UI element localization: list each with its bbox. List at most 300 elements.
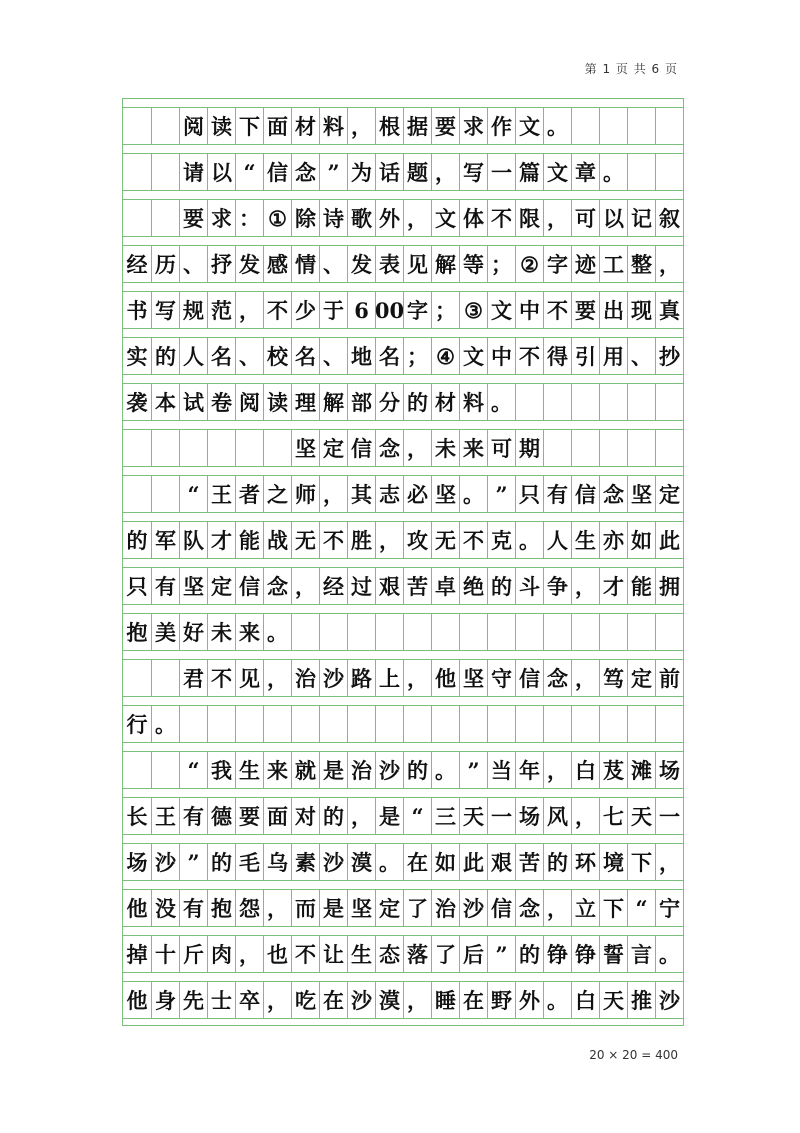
grid-cell: 王 — [207, 476, 235, 512]
grid-cell — [235, 706, 263, 742]
grid-cell: 根 — [375, 108, 403, 144]
grid-cell: ； — [431, 292, 459, 328]
grid-cell: 环 — [571, 844, 599, 880]
grid-cell — [151, 752, 179, 788]
grid-cell: 阅 — [235, 384, 263, 420]
grid-cell: 感 — [263, 246, 291, 282]
grid-cell: 阅 — [179, 108, 207, 144]
grid-cell: 身 — [151, 982, 179, 1018]
grid-cell: ， — [263, 890, 291, 926]
grid-cell: “ — [179, 752, 207, 788]
grid-cell: 天 — [459, 798, 487, 834]
grid-cell: 期 — [515, 430, 543, 466]
grid-cell: 其 — [347, 476, 375, 512]
grid-cell — [123, 476, 151, 512]
grid-cell: 少 — [291, 292, 319, 328]
grid-cell — [123, 154, 151, 190]
grid-cell: “ — [403, 798, 431, 834]
grid-cell: 、 — [319, 338, 347, 374]
grid-cell: “ — [235, 154, 263, 190]
row-spacer — [123, 282, 683, 291]
grid-cell: 不 — [263, 292, 291, 328]
grid-cell — [403, 614, 431, 650]
grid-cell — [263, 706, 291, 742]
grid-cell: 不 — [515, 338, 543, 374]
grid-cell: 前 — [655, 660, 683, 696]
grid-cell — [543, 430, 571, 466]
grid-cell: 三 — [431, 798, 459, 834]
grid-cell: 铮 — [543, 936, 571, 972]
grid-cell — [207, 706, 235, 742]
grid-cell: 分 — [375, 384, 403, 420]
grid-cell: 在 — [459, 982, 487, 1018]
grid-cell: 者 — [235, 476, 263, 512]
grid-cell: “ — [179, 476, 207, 512]
grid-cell: 现 — [627, 292, 655, 328]
grid-cell: 读 — [263, 384, 291, 420]
grid-cell: 沙 — [459, 890, 487, 926]
grid-cell: 。 — [431, 752, 459, 788]
grid-cell: 军 — [151, 522, 179, 558]
grid-cell: 卒 — [235, 982, 263, 1018]
grid-cell: 漠 — [347, 844, 375, 880]
grid-cell: 面 — [263, 798, 291, 834]
grid-cell — [375, 706, 403, 742]
grid-cell: 下 — [627, 844, 655, 880]
grid-cell — [571, 430, 599, 466]
grid-cell: 读 — [207, 108, 235, 144]
grid-cell: 睡 — [431, 982, 459, 1018]
grid-cell: 名 — [291, 338, 319, 374]
grid-cell: 如 — [431, 844, 459, 880]
grid-cell: 让 — [319, 936, 347, 972]
grid-cell — [123, 108, 151, 144]
grid-cell: 解 — [319, 384, 347, 420]
grid-row — [123, 153, 683, 190]
grid-cell: 师 — [291, 476, 319, 512]
grid-cell: 胜 — [347, 522, 375, 558]
grid-cell: 6 — [347, 292, 375, 328]
grid-cell: 得 — [543, 338, 571, 374]
grid-cell: 念 — [375, 430, 403, 466]
grid-cell: 迹 — [571, 246, 599, 282]
grid-cell: 是 — [319, 752, 347, 788]
grid-cell: ， — [403, 660, 431, 696]
grid-cell: 生 — [235, 752, 263, 788]
grid-row — [123, 291, 683, 328]
grid-cell: 。 — [487, 384, 515, 420]
grid-cell: 未 — [207, 614, 235, 650]
grid-cell: 见 — [403, 246, 431, 282]
grid-cell: 滩 — [627, 752, 655, 788]
grid-cell — [571, 706, 599, 742]
grid-cell: 经 — [126, 251, 148, 277]
grid-cell — [403, 706, 431, 742]
grid-row — [123, 199, 683, 236]
grid-cell — [627, 384, 655, 420]
grid-cell: 此 — [655, 522, 683, 558]
row-spacer — [123, 374, 683, 383]
grid-cell: 境 — [599, 844, 627, 880]
grid-cell: 一 — [487, 154, 515, 190]
grid-cell: 拥 — [655, 568, 683, 604]
grid-cell: 整 — [627, 246, 655, 282]
grid-cell: 念 — [599, 476, 627, 512]
grid-cell: 部 — [347, 384, 375, 420]
grid-cell: 攻 — [403, 522, 431, 558]
grid-cell: 书 — [126, 297, 148, 323]
grid-cell: 可 — [487, 430, 515, 466]
grid-cell: 苦 — [515, 844, 543, 880]
grid-cell: 限 — [515, 200, 543, 236]
grid-row — [123, 705, 683, 742]
grid-cell: ① — [263, 200, 291, 236]
grid-cell: 克 — [487, 522, 515, 558]
grid-cell: 无 — [431, 522, 459, 558]
grid-cell: 的 — [543, 844, 571, 880]
grid-cell: 十 — [151, 936, 179, 972]
essay-grid — [122, 98, 684, 1026]
row-spacer — [123, 696, 683, 705]
grid-cell: 定 — [627, 660, 655, 696]
grid-cell: 吃 — [291, 982, 319, 1018]
grid-cell — [235, 430, 263, 466]
grid-cell — [515, 706, 543, 742]
grid-cell: 中 — [487, 338, 515, 374]
grid-cell: ， — [403, 200, 431, 236]
grid-cell: 治 — [431, 890, 459, 926]
grid-row — [123, 843, 683, 880]
grid-cell: 不 — [207, 660, 235, 696]
grid-cell: 名 — [207, 338, 235, 374]
grid-cell: 德 — [207, 798, 235, 834]
grid-cell: 。 — [151, 706, 179, 742]
grid-cell: 人 — [179, 338, 207, 374]
grid-cell: “ — [627, 890, 655, 926]
grid-cell — [487, 614, 515, 650]
grid-cell: 必 — [403, 476, 431, 512]
grid-cell: 实 — [126, 343, 148, 369]
grid-cell: ， — [235, 292, 263, 328]
grid-cell: 用 — [599, 338, 627, 374]
grid-cell: 文 — [431, 200, 459, 236]
grid-cell — [431, 614, 459, 650]
grid-cell — [263, 430, 291, 466]
grid-cell: ； — [487, 246, 515, 282]
grid-cell: 宁 — [655, 890, 683, 926]
grid-cell: 对 — [291, 798, 319, 834]
grid-cell: 是 — [319, 890, 347, 926]
grid-cell: 文 — [543, 154, 571, 190]
grid-cell: 未 — [431, 430, 459, 466]
grid-cell: 坚 — [627, 476, 655, 512]
grid-cell: 信 — [487, 890, 515, 926]
grid-cell — [347, 706, 375, 742]
grid-cell: 战 — [263, 522, 291, 558]
grid-cell: 请 — [179, 154, 207, 190]
grid-cell: 君 — [179, 660, 207, 696]
grid-cell: 志 — [375, 476, 403, 512]
grid-cell: 推 — [627, 982, 655, 1018]
grid-cell — [543, 614, 571, 650]
grid-cell: ， — [347, 108, 375, 144]
grid-cell — [123, 752, 151, 788]
row-spacer — [123, 972, 683, 981]
grid-cell: 见 — [235, 660, 263, 696]
grid-cell: 面 — [263, 108, 291, 144]
grid-cell: ” — [179, 844, 207, 880]
row-spacer — [123, 190, 683, 199]
grid-cell: 、 — [319, 246, 347, 282]
grid-cell: 。 — [263, 614, 291, 650]
grid-cell: 材 — [291, 108, 319, 144]
grid-cell — [487, 706, 515, 742]
grid-cell: 诗 — [319, 200, 347, 236]
grid-cell: ： — [235, 200, 263, 236]
grid-cell: ， — [319, 476, 347, 512]
grid-cell: 苦 — [403, 568, 431, 604]
grid-cell: 上 — [375, 660, 403, 696]
row-spacer — [123, 512, 683, 521]
grid-cell: ” — [319, 154, 347, 190]
grid-cell: 。 — [515, 522, 543, 558]
grid-cell: 外 — [375, 200, 403, 236]
grid-cell: 芨 — [599, 752, 627, 788]
grid-cell: 了 — [431, 936, 459, 972]
grid-cell: 的 — [319, 798, 347, 834]
grid-cell: 年 — [515, 752, 543, 788]
grid-cell: 定 — [375, 890, 403, 926]
grid-cell — [543, 706, 571, 742]
grid-cell: 言 — [627, 936, 655, 972]
grid-cell: 出 — [599, 292, 627, 328]
grid-cell — [123, 200, 151, 236]
grid-cell: 态 — [375, 936, 403, 972]
grid-cell — [151, 430, 179, 466]
grid-cell: 天 — [627, 798, 655, 834]
row-spacer — [123, 1018, 683, 1026]
grid-cell — [599, 706, 627, 742]
row-spacer — [123, 880, 683, 889]
grid-cell: ， — [543, 752, 571, 788]
grid-cell — [571, 384, 599, 420]
grid-cell: 叙 — [655, 200, 683, 236]
grid-cell: 白 — [571, 752, 599, 788]
grid-row — [123, 935, 683, 972]
grid-cell: 真 — [655, 292, 683, 328]
grid-row — [123, 429, 683, 466]
grid-cell: 他 — [126, 987, 148, 1013]
grid-cell: 的 — [151, 338, 179, 374]
grid-cell: 规 — [179, 292, 207, 328]
grid-row — [123, 981, 683, 1018]
grid-cell: ， — [347, 798, 375, 834]
grid-cell: ， — [655, 246, 683, 282]
grid-cell: 沙 — [151, 844, 179, 880]
grid-cell — [179, 430, 207, 466]
row-spacer — [123, 604, 683, 613]
grid-cell — [151, 108, 179, 144]
grid-row — [123, 751, 683, 788]
grid-cell: 落 — [403, 936, 431, 972]
grid-cell — [599, 430, 627, 466]
grid-cell: 文 — [515, 108, 543, 144]
grid-cell: 念 — [291, 154, 319, 190]
grid-cell: 下 — [235, 108, 263, 144]
grid-cell: 来 — [459, 430, 487, 466]
grid-cell: 于 — [319, 292, 347, 328]
grid-cell — [571, 108, 599, 144]
grid-cell: 材 — [431, 384, 459, 420]
grid-cell: 以 — [599, 200, 627, 236]
grid-cell: 理 — [291, 384, 319, 420]
grid-cell: 。 — [655, 936, 683, 972]
grid-cell: 守 — [487, 660, 515, 696]
grid-cell: 人 — [543, 522, 571, 558]
grid-cell: ， — [571, 568, 599, 604]
grid-cell: 求 — [207, 200, 235, 236]
grid-cell: 能 — [235, 522, 263, 558]
grid-cell: 治 — [347, 752, 375, 788]
grid-cell: 不 — [543, 292, 571, 328]
grid-cell: 发 — [235, 246, 263, 282]
grid-cell: 字 — [543, 246, 571, 282]
grid-cell: 没 — [151, 890, 179, 926]
grid-cell: 工 — [599, 246, 627, 282]
grid-cell — [655, 384, 683, 420]
grid-cell: 的 — [487, 568, 515, 604]
grid-cell: 沙 — [655, 982, 683, 1018]
grid-cell — [655, 430, 683, 466]
grid-cell: 有 — [179, 890, 207, 926]
grid-cell: 场 — [515, 798, 543, 834]
grid-cell: 定 — [655, 476, 683, 512]
grid-cell: 念 — [543, 660, 571, 696]
grid-cell: 等 — [459, 246, 487, 282]
grid-cell — [543, 384, 571, 420]
grid-cell: 写 — [151, 292, 179, 328]
grid-row — [123, 659, 683, 696]
grid-cell: 怨 — [235, 890, 263, 926]
grid-cell: 不 — [319, 522, 347, 558]
grid-cell: 袭 — [126, 389, 148, 415]
grid-cell: 念 — [263, 568, 291, 604]
grid-cell: 的 — [403, 384, 431, 420]
grid-cell: 长 — [126, 803, 148, 829]
grid-cell: 要 — [179, 200, 207, 236]
grid-cell: 美 — [151, 614, 179, 650]
grid-cell: 的 — [403, 752, 431, 788]
grid-cell: 体 — [459, 200, 487, 236]
grid-row — [123, 889, 683, 926]
grid-cell: 之 — [263, 476, 291, 512]
grid-cell: ② — [515, 246, 543, 282]
grid-cell: 先 — [179, 982, 207, 1018]
grid-cell: 他 — [431, 660, 459, 696]
grid-cell: 在 — [403, 844, 431, 880]
grid-cell: ③ — [459, 292, 487, 328]
grid-cell: 好 — [179, 614, 207, 650]
grid-row — [123, 475, 683, 512]
grid-cell: 无 — [291, 522, 319, 558]
grid-cell: 历 — [151, 246, 179, 282]
grid-cell — [123, 430, 151, 466]
grid-cell: 、 — [179, 246, 207, 282]
grid-cell: 信 — [235, 568, 263, 604]
row-spacer — [123, 926, 683, 935]
grid-cell: 毛 — [235, 844, 263, 880]
grid-cell — [151, 154, 179, 190]
grid-cell: 就 — [291, 752, 319, 788]
grid-cell: 是 — [375, 798, 403, 834]
grid-cell: 亦 — [599, 522, 627, 558]
grid-cell: ， — [431, 154, 459, 190]
grid-cell: 坚 — [431, 476, 459, 512]
grid-cell: 话 — [375, 154, 403, 190]
grid-cell: 不 — [459, 522, 487, 558]
grid-cell: 沙 — [347, 982, 375, 1018]
grid-cell: 七 — [599, 798, 627, 834]
grid-cell: 表 — [375, 246, 403, 282]
row-spacer — [123, 236, 683, 245]
grid-cell — [207, 430, 235, 466]
grid-cell: 作 — [487, 108, 515, 144]
grid-cell — [627, 430, 655, 466]
grid-cell: 可 — [571, 200, 599, 236]
grid-cell: ， — [291, 568, 319, 604]
grid-cell: 坚 — [291, 430, 319, 466]
grid-cell: 笃 — [599, 660, 627, 696]
grid-cell: ， — [543, 200, 571, 236]
grid-cell: ” — [487, 936, 515, 972]
grid-cell: 。 — [459, 476, 487, 512]
grid-cell: 沙 — [375, 752, 403, 788]
grid-cell — [599, 614, 627, 650]
grid-cell: 校 — [263, 338, 291, 374]
grid-cell: 的 — [126, 527, 148, 553]
grid-cell: 掉 — [126, 941, 148, 967]
grid-row — [123, 245, 683, 282]
grid-cell: ， — [403, 430, 431, 466]
grid-cell: 字 — [403, 292, 431, 328]
grid-cell: 立 — [571, 890, 599, 926]
grid-cell: 天 — [599, 982, 627, 1018]
grid-cell: 坚 — [347, 890, 375, 926]
grid-cell: 风 — [543, 798, 571, 834]
grid-cell: 了 — [403, 890, 431, 926]
grid-cell — [459, 614, 487, 650]
grid-cell: ， — [571, 798, 599, 834]
grid-cell: 生 — [571, 522, 599, 558]
grid-cell: 沙 — [319, 660, 347, 696]
grid-cell: 信 — [347, 430, 375, 466]
grid-cell: 也 — [263, 936, 291, 972]
grid-cell: 坚 — [179, 568, 207, 604]
grid-cell — [655, 706, 683, 742]
grid-cell: 不 — [291, 936, 319, 972]
grid-cell — [571, 614, 599, 650]
grid-cell: 抄 — [655, 338, 683, 374]
grid-cell — [319, 614, 347, 650]
grid-cell: 艰 — [487, 844, 515, 880]
grid-cell: 誓 — [599, 936, 627, 972]
grid-cell: 情 — [291, 246, 319, 282]
grid-row — [123, 337, 683, 374]
grid-cell: 行 — [126, 711, 148, 737]
row-spacer — [123, 742, 683, 751]
grid-count: 20 × 20 = 400 — [589, 1048, 678, 1062]
grid-cell: 后 — [459, 936, 487, 972]
